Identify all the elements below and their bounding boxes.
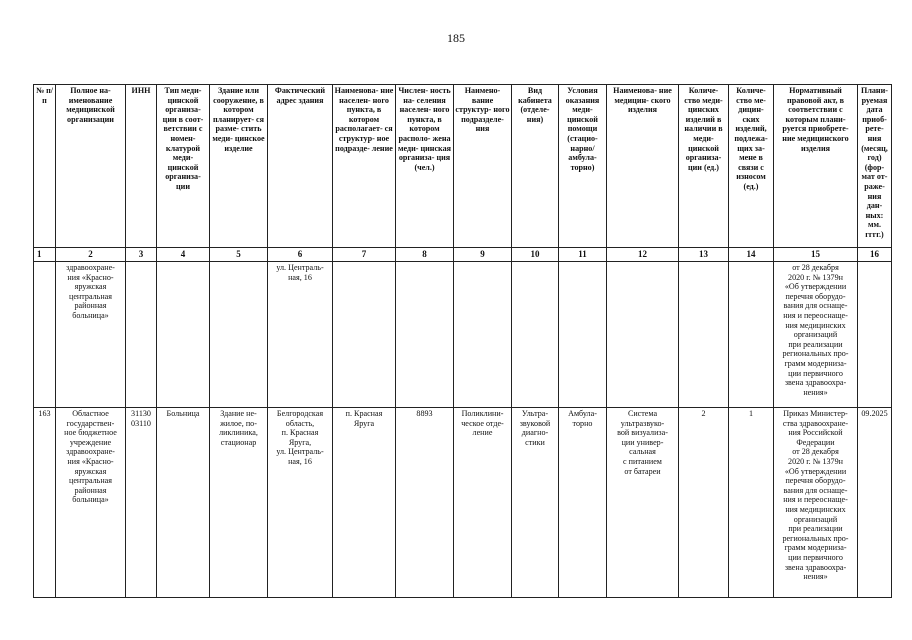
cell-inn (126, 262, 157, 408)
cell-cabinet-type (512, 262, 559, 408)
column-number: 3 (126, 248, 157, 262)
cell-population: 8893 (396, 408, 454, 598)
cell-care-conditions: Амбула- торно (559, 408, 607, 598)
column-number: 2 (56, 248, 126, 262)
header-cell-qty-available: Количе- ство меди- цинских изделий в наличии в меди- цинской организа- ции (ед.) (679, 85, 729, 248)
cell-org-type: Больница (157, 408, 210, 598)
table-row-continuation (34, 262, 892, 408)
cell-legal-act: от 28 декабря 2020 г. № 1379н «Об утверждении перечня оборудо- вания для оснаще- ния и переоснаще- ния медицинских организаций при реализации региональных про- грамм модерниза- ции первичного звена здравоохра- нения» (774, 262, 858, 408)
cell-device-name (607, 262, 679, 408)
header-cell-building: Здание или сооружение, в котором планирует- ся разме- стить меди- цинское изделие (210, 85, 268, 248)
cell-qty-to-replace (729, 262, 774, 408)
cell-legal-act: Приказ Министер- ства здравоохране- ния Российской Федерации от 28 декабря 2020 г. № 1379н «Об утверждении перечня оборудо- вания для оснаще- ния и переоснаще- ния медицинских организаций при реализации региональных про- грамм модерниза- ции первичного звена здравоохра- нения» (774, 408, 858, 598)
header-cell-settlement: Наименова- ние населен- ного пункта, в котором располагает- ся структур- ное подразде- ление (333, 85, 396, 248)
header-cell-org-name: Полное на- именование медицинской организации (56, 85, 126, 248)
medical-equipment-table (33, 84, 892, 598)
column-number: 12 (607, 248, 679, 262)
column-number: 4 (157, 248, 210, 262)
header-cell-legal-act: Нормативный правовой акт, в соответствии с которым плани- руется приобрете- ние медицинского изделия (774, 85, 858, 248)
cell-org-name: Областное государствен- ное бюджетное учреждение здравоохране- ния «Красно- яружская центральная районная больница» (56, 408, 126, 598)
cell-care-conditions (559, 262, 607, 408)
cell-settlement: п. Красная Яруга (333, 408, 396, 598)
cell-cabinet-type: Ультра- звуковой диагно- стики (512, 408, 559, 598)
column-number-row (34, 248, 892, 262)
column-number: 7 (333, 248, 396, 262)
column-number: 13 (679, 248, 729, 262)
header-cell-population: Числен- ность на- селения населен- ного пункта, в котором располо- жена меди- цинская организа- ция (чел.) (396, 85, 454, 248)
column-number: 5 (210, 248, 268, 262)
page-number: 185 (447, 31, 465, 45)
column-number: 11 (559, 248, 607, 262)
cell-number: 163 (34, 408, 56, 598)
cell-device-name: Система ультразвуко- вой визуализа- ции универ- сальная с питанием от батареи (607, 408, 679, 598)
cell-qty-available: 2 (679, 408, 729, 598)
cell-unit-name (454, 262, 512, 408)
header-cell-planned-date: Плани- руемая дата приоб- рете- ния (месяц, год) (фор- мат от- раже- ния дан- ных: мм. гггг.) (858, 85, 892, 248)
header-cell-number: № п/п (34, 85, 56, 248)
header-cell-care-conditions: Условия оказания меди- цинской помощи (стацио- нарно/ амбула- торно) (559, 85, 607, 248)
column-number: 6 (268, 248, 333, 262)
table-row (34, 408, 892, 598)
cell-settlement (333, 262, 396, 408)
cell-address: Белгородская область, п. Красная Яруга, ул. Централь- ная, 16 (268, 408, 333, 598)
cell-inn: 31130 03110 (126, 408, 157, 598)
cell-planned-date: 09.2025 (858, 408, 892, 598)
header-cell-unit-name: Наимено- вание структур- ного подразделе- ния (454, 85, 512, 248)
cell-qty-to-replace: 1 (729, 408, 774, 598)
cell-population (396, 262, 454, 408)
header-cell-cabinet-type: Вид кабинета (отделе- ния) (512, 85, 559, 248)
cell-number (34, 262, 56, 408)
column-number: 16 (858, 248, 892, 262)
cell-qty-available (679, 262, 729, 408)
column-number: 15 (774, 248, 858, 262)
cell-unit-name: Поликлини- ческое отде- ление (454, 408, 512, 598)
column-number: 1 (34, 248, 56, 262)
column-number: 14 (729, 248, 774, 262)
table-header-row (34, 85, 892, 248)
header-cell-inn: ИНН (126, 85, 157, 248)
header-cell-address: Фактический адрес здания (268, 85, 333, 248)
column-number: 9 (454, 248, 512, 262)
cell-org-name: здравоохране- ния «Красно- яружская центральная районная больница» (56, 262, 126, 408)
header-cell-device-name: Наименова- ние медицин- ского изделия (607, 85, 679, 248)
header-cell-org-type: Тип меди- цинской организа- ции в соот- ветствии с номен- клатурой меди- цинской организа- ции (157, 85, 210, 248)
header-cell-qty-to-replace: Количе- ство ме- дицин- ских изделий, подлежа- щих за- мене в связи с износом (ед.) (729, 85, 774, 248)
cell-planned-date (858, 262, 892, 408)
cell-building (210, 262, 268, 408)
cell-address: ул. Централь- ная, 16 (268, 262, 333, 408)
column-number: 10 (512, 248, 559, 262)
cell-building: Здание не- жилое, по- ликлиника, стационар (210, 408, 268, 598)
column-number: 8 (396, 248, 454, 262)
cell-org-type (157, 262, 210, 408)
